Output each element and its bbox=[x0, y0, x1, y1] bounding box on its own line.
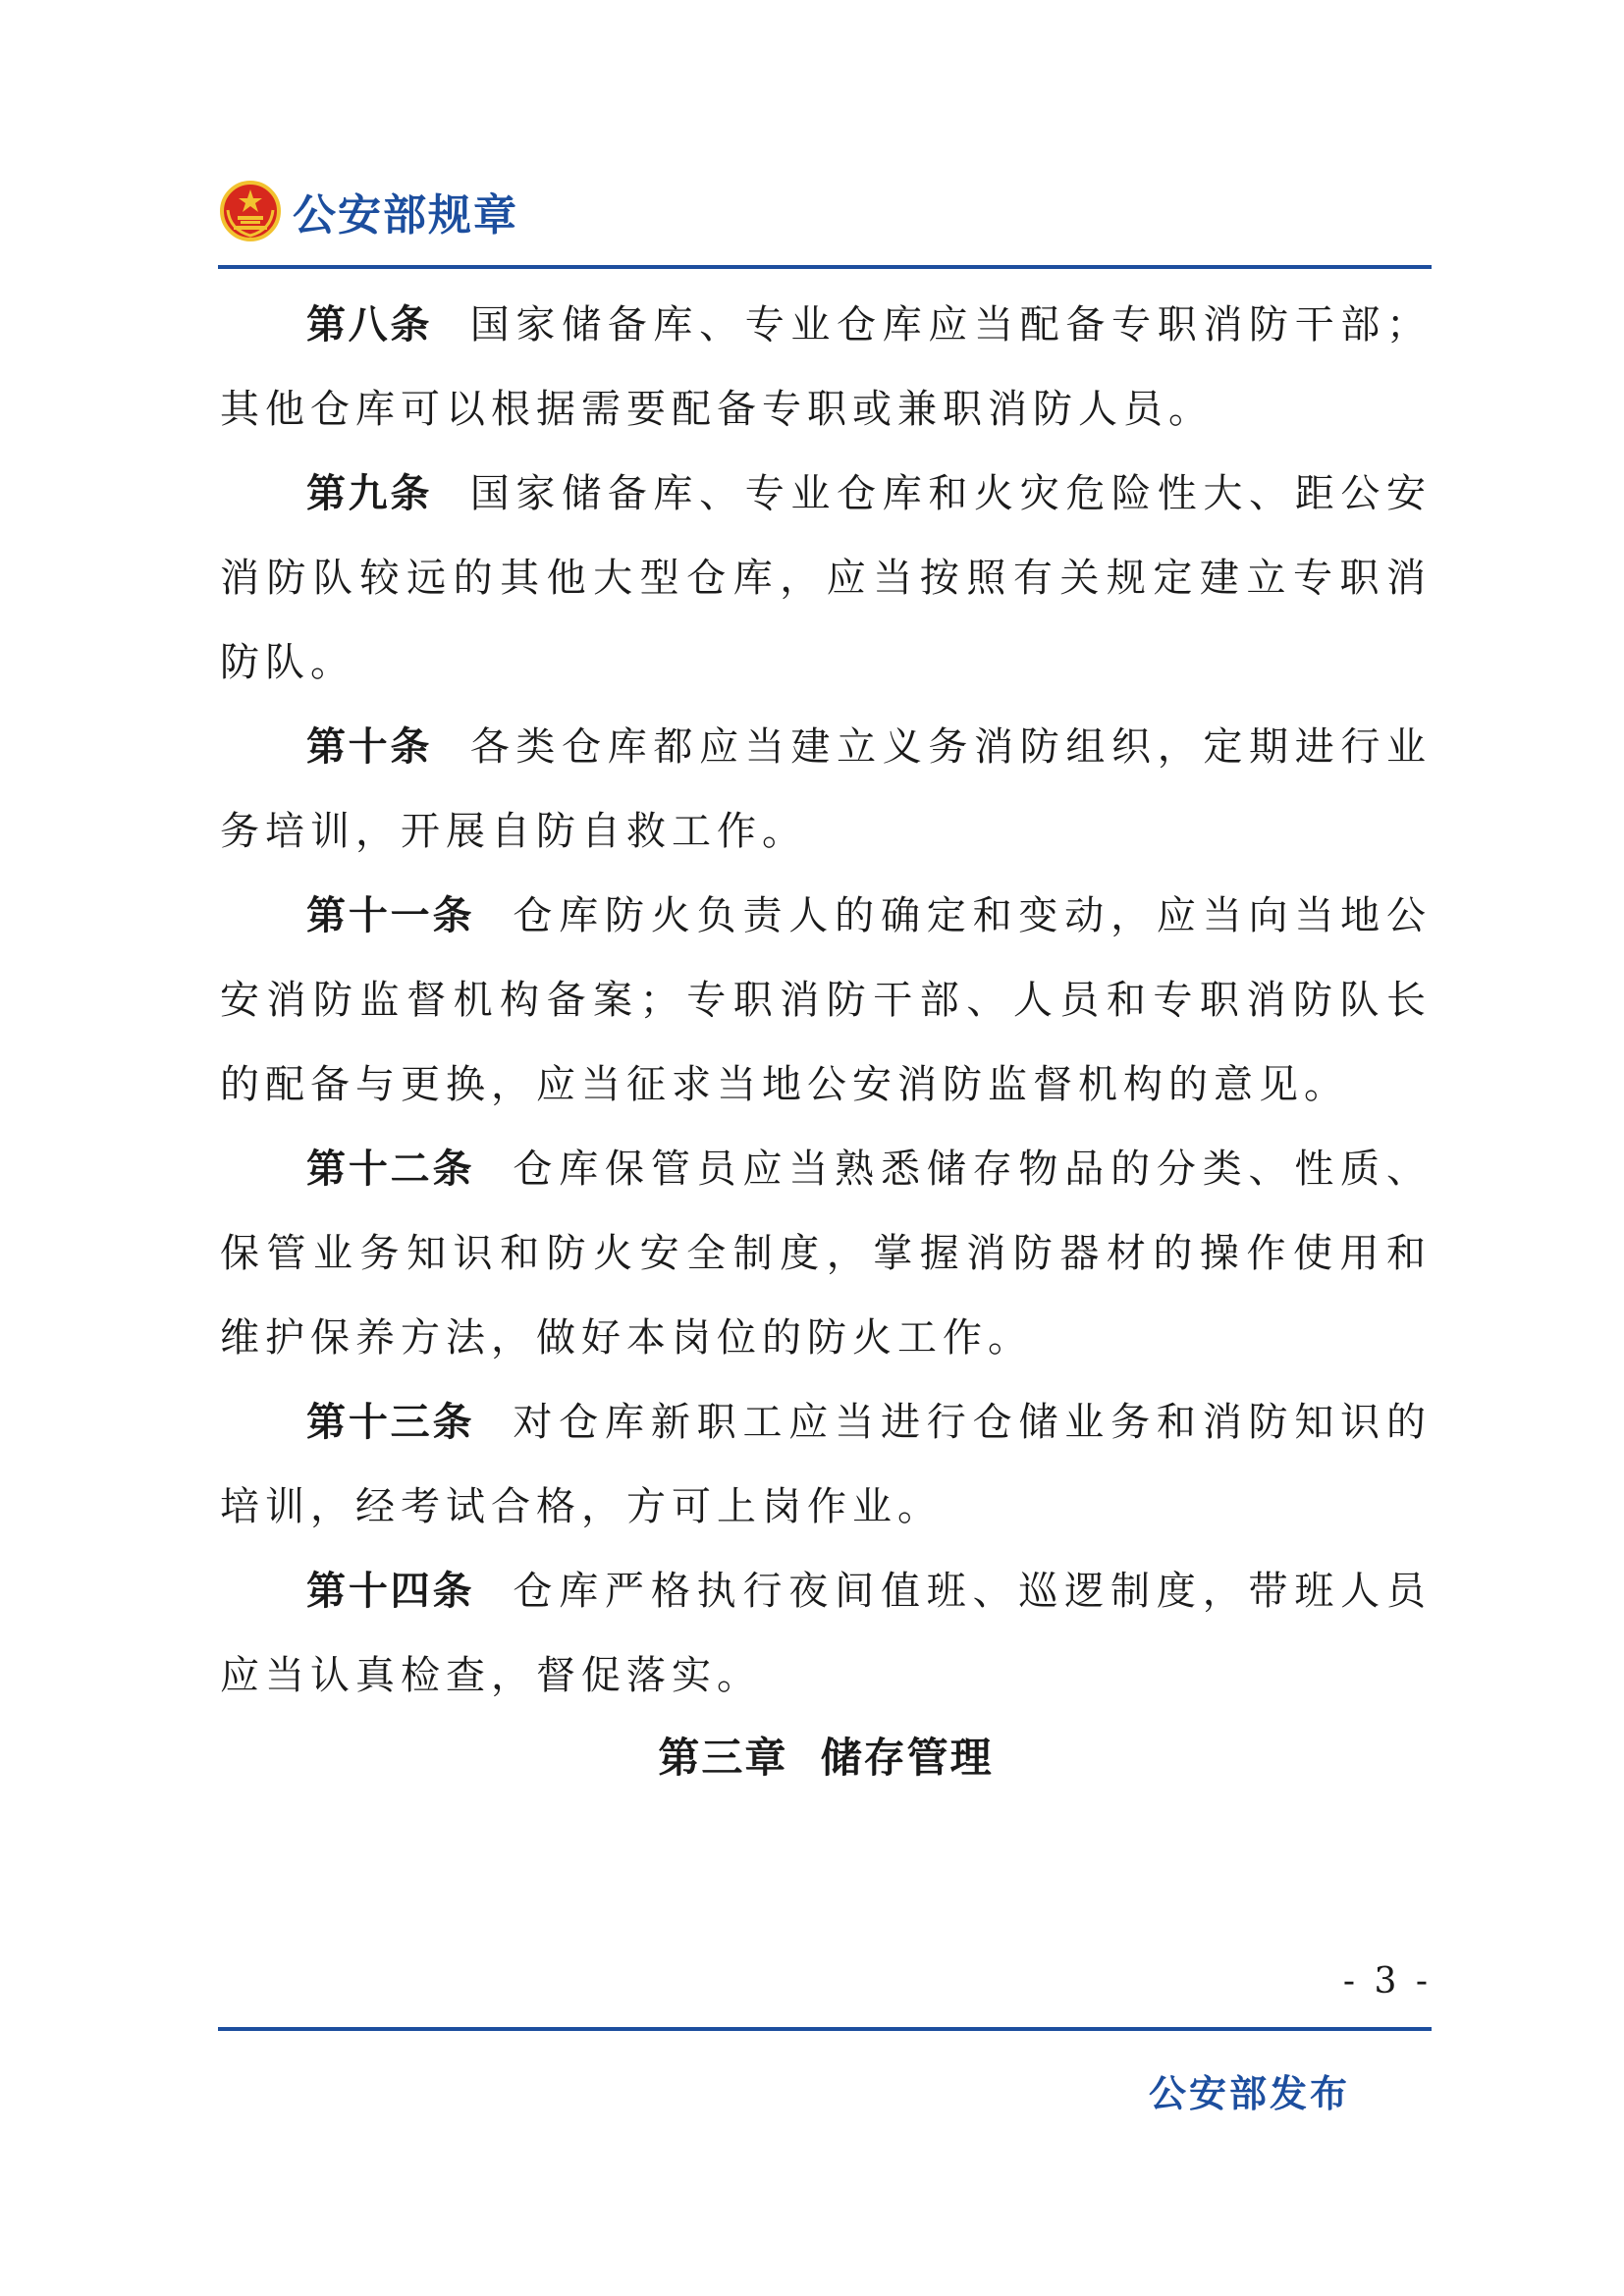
document-body bbox=[220, 283, 1432, 1718]
article-text: 国家储备库、专业仓库和火灾危险性大、距公安消防队较远的其他大型仓库，应当按照有关规定建立专职消防队。 bbox=[220, 471, 1433, 685]
article-13 bbox=[220, 1380, 1432, 1549]
article-text: 各类仓库都应当建立义务消防组织，定期进行业务培训，开展自防自救工作。 bbox=[220, 724, 1433, 854]
article-number: 第八条 bbox=[306, 302, 432, 347]
article-9 bbox=[220, 452, 1432, 705]
article-text: 对仓库新职工应当进行仓储业务和消防知识的培训，经考试合格，方可上岗作业。 bbox=[220, 1400, 1433, 1529]
chapter-heading: 第三章 储存管理 bbox=[658, 1734, 994, 1782]
article-8 bbox=[220, 283, 1432, 452]
footer-publisher: 公安部发布 bbox=[1149, 2072, 1351, 2115]
article-number: 第十三条 bbox=[306, 1400, 475, 1445]
footer-divider bbox=[218, 2027, 1432, 2031]
header-title: 公安部规章 bbox=[293, 190, 518, 240]
article-12 bbox=[220, 1127, 1432, 1380]
article-text: 仓库保管员应当熟悉储存物品的分类、性质、保管业务知识和防火安全制度，掌握消防器材的操作使用和维护保养方法，做好本岗位的防火工作。 bbox=[220, 1147, 1433, 1361]
national-emblem-icon bbox=[220, 181, 281, 241]
article-number: 第九条 bbox=[306, 471, 432, 516]
article-number: 第十四条 bbox=[306, 1569, 475, 1614]
article-number: 第十二条 bbox=[306, 1147, 475, 1192]
page-number: - 3 - bbox=[1342, 1961, 1432, 2002]
article-14 bbox=[220, 1549, 1432, 1718]
article-number: 第十条 bbox=[306, 724, 432, 770]
article-text: 国家储备库、专业仓库应当配备专职消防干部；其他仓库可以根据需要配备专职或兼职消防人员。 bbox=[220, 302, 1433, 432]
page-header bbox=[220, 177, 518, 245]
header-divider bbox=[218, 265, 1432, 269]
article-10 bbox=[220, 705, 1432, 874]
article-11 bbox=[220, 874, 1432, 1127]
article-text: 仓库严格执行夜间值班、巡逻制度，带班人员应当认真检查，督促落实。 bbox=[220, 1569, 1433, 1698]
article-number: 第十一条 bbox=[306, 893, 475, 938]
article-text: 仓库防火负责人的确定和变动，应当向当地公安消防监督机构备案；专职消防干部、人员和专职消防队长的配备与更换，应当征求当地公安消防监督机构的意见。 bbox=[220, 893, 1433, 1107]
